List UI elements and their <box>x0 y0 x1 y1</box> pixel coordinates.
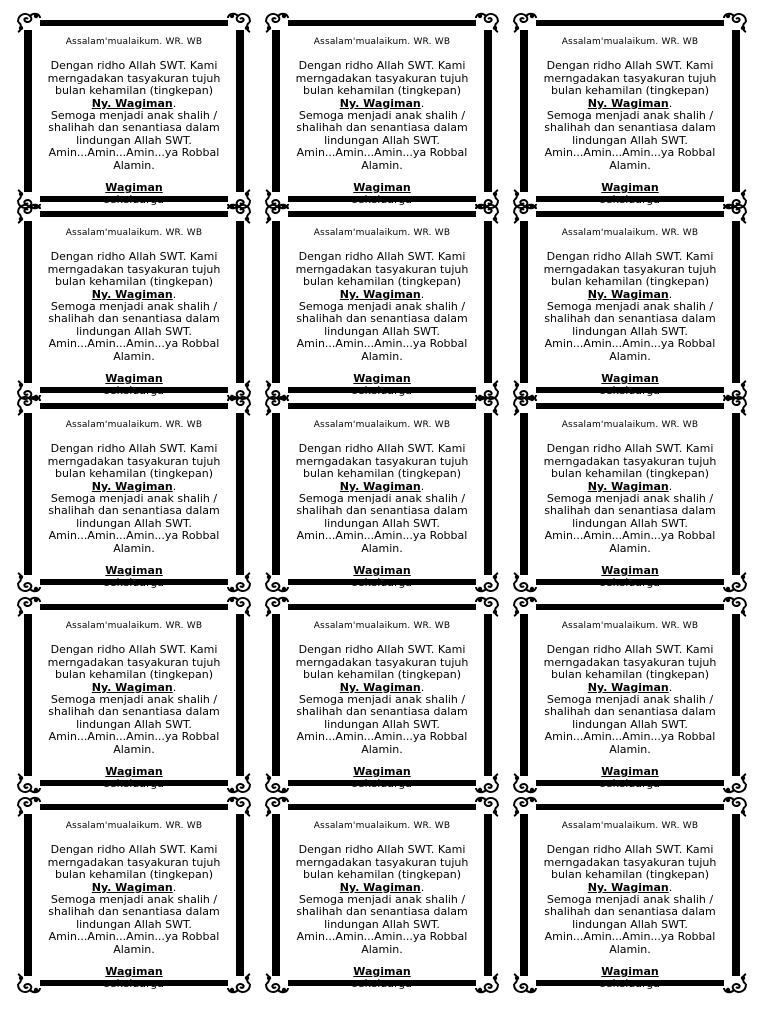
ornament-corner-icon <box>474 201 500 225</box>
frame-right-border <box>484 30 492 192</box>
ornament-corner-icon <box>512 201 538 225</box>
card-content <box>530 419 730 588</box>
invitation-card <box>520 598 740 790</box>
prayer-text: Semoga menjadi anak shalih / shalihah dan senantiasa dalam lindungan Allah SWT. Amin...Amin...Amin...ya Robbal Alamin. <box>544 492 716 555</box>
frame-right-border <box>732 413 740 575</box>
honoree-suffix: . <box>668 880 673 894</box>
invitation-card <box>24 205 244 397</box>
signature-name: Wagiman <box>105 564 163 578</box>
frame-left-border <box>272 221 280 383</box>
honoree-suffix: . <box>420 680 425 694</box>
prayer-text: Semoga menjadi anak shalih / shalihah dan senantiasa dalam lindungan Allah SWT. Amin...Amin...Amin...ya Robbal Alamin. <box>544 300 716 363</box>
greeting-text: Assalam'mualaikum. WR. WB <box>313 37 451 47</box>
card-content <box>34 227 234 396</box>
intro-text: Dengan ridho Allah SWT. Kami merngadakan tasyakuran tujuh bulan kehamilan (tingkepan) <box>47 250 221 289</box>
card-content <box>34 820 234 989</box>
frame-left-border <box>24 30 32 192</box>
family-text: sekeluarga <box>351 576 413 590</box>
frame-right-border <box>236 30 244 192</box>
ornament-corner-icon <box>16 794 42 818</box>
ornament-corner-icon <box>226 794 252 818</box>
prayer-text: Semoga menjadi anak shalih / shalihah dan senantiasa dalam lindungan Allah SWT. Amin...Amin...Amin...ya Robbal Alamin. <box>48 693 220 756</box>
frame-right-border <box>236 413 244 575</box>
prayer-text: Semoga menjadi anak shalih / shalihah dan senantiasa dalam lindungan Allah SWT. Amin...Amin...Amin...ya Robbal Alamin. <box>544 893 716 956</box>
intro-text: Dengan ridho Allah SWT. Kami merngadakan tasyakuran tujuh bulan kehamilan (tingkepan) <box>47 442 221 481</box>
honoree-suffix: . <box>172 680 177 694</box>
ornament-corner-icon <box>226 201 252 225</box>
greeting-text: Assalam'mualaikum. WR. WB <box>561 37 699 47</box>
ornament-corner-icon <box>226 594 252 618</box>
invitation-card <box>272 397 492 589</box>
frame-left-border <box>520 814 528 976</box>
honoree-suffix: . <box>172 479 177 493</box>
family-text: sekeluarga <box>103 193 165 207</box>
signature-name: Wagiman <box>105 765 163 779</box>
frame-left-border <box>272 30 280 192</box>
signature-name: Wagiman <box>353 372 411 386</box>
intro-text: Dengan ridho Allah SWT. Kami merngadakan tasyakuran tujuh bulan kehamilan (tingkepan) <box>543 250 717 289</box>
frame-left-border <box>24 614 32 776</box>
family-text: sekeluarga <box>103 384 165 398</box>
frame-left-border <box>520 413 528 575</box>
intro-text: Dengan ridho Allah SWT. Kami merngadakan tasyakuran tujuh bulan kehamilan (tingkepan) <box>47 59 221 98</box>
card-content <box>530 36 730 205</box>
honoree-suffix: . <box>420 96 425 110</box>
frame-right-border <box>484 814 492 976</box>
signature-name: Wagiman <box>353 765 411 779</box>
ornament-corner-icon <box>264 201 290 225</box>
intro-text: Dengan ridho Allah SWT. Kami merngadakan tasyakuran tujuh bulan kehamilan (tingkepan) <box>543 643 717 682</box>
ornament-corner-icon <box>474 794 500 818</box>
ornament-corner-icon <box>722 794 748 818</box>
frame-left-border <box>24 221 32 383</box>
ornament-corner-icon <box>264 393 290 417</box>
ornament-corner-icon <box>226 393 252 417</box>
greeting-text: Assalam'mualaikum. WR. WB <box>561 420 699 430</box>
frame-right-border <box>732 221 740 383</box>
intro-text: Dengan ridho Allah SWT. Kami merngadakan tasyakuran tujuh bulan kehamilan (tingkepan) <box>47 643 221 682</box>
frame-top-border <box>288 804 476 810</box>
prayer-text: Semoga menjadi anak shalih / shalihah dan senantiasa dalam lindungan Allah SWT. Amin...Amin...Amin...ya Robbal Alamin. <box>296 109 468 172</box>
honoree-name: Ny. Wagiman <box>339 96 421 110</box>
ornament-corner-icon <box>722 10 748 34</box>
honoree-name: Ny. Wagiman <box>91 96 173 110</box>
greeting-text: Assalam'mualaikum. WR. WB <box>561 228 699 238</box>
honoree-suffix: . <box>668 680 673 694</box>
family-text: sekeluarga <box>351 384 413 398</box>
prayer-text: Semoga menjadi anak shalih / shalihah dan senantiasa dalam lindungan Allah SWT. Amin...Amin...Amin...ya Robbal Alamin. <box>544 693 716 756</box>
honoree-suffix: . <box>668 96 673 110</box>
signature-name: Wagiman <box>601 564 659 578</box>
intro-text: Dengan ridho Allah SWT. Kami merngadakan tasyakuran tujuh bulan kehamilan (tingkepan) <box>543 442 717 481</box>
family-text: sekeluarga <box>599 576 661 590</box>
frame-top-border <box>40 20 228 26</box>
frame-right-border <box>484 413 492 575</box>
card-content <box>282 419 482 588</box>
signature-name: Wagiman <box>601 765 659 779</box>
frame-left-border <box>272 814 280 976</box>
greeting-text: Assalam'mualaikum. WR. WB <box>65 228 203 238</box>
honoree-suffix: . <box>420 880 425 894</box>
honoree-name: Ny. Wagiman <box>587 680 669 694</box>
intro-text: Dengan ridho Allah SWT. Kami merngadakan tasyakuran tujuh bulan kehamilan (tingkepan) <box>295 843 469 882</box>
honoree-suffix: . <box>172 880 177 894</box>
honoree-name: Ny. Wagiman <box>339 680 421 694</box>
ornament-corner-icon <box>226 10 252 34</box>
greeting-text: Assalam'mualaikum. WR. WB <box>313 420 451 430</box>
invitation-card <box>24 397 244 589</box>
greeting-text: Assalam'mualaikum. WR. WB <box>561 821 699 831</box>
greeting-text: Assalam'mualaikum. WR. WB <box>65 621 203 631</box>
frame-top-border <box>40 211 228 217</box>
prayer-text: Semoga menjadi anak shalih / shalihah dan senantiasa dalam lindungan Allah SWT. Amin...Amin...Amin...ya Robbal Alamin. <box>296 893 468 956</box>
frame-top-border <box>536 211 724 217</box>
prayer-text: Semoga menjadi anak shalih / shalihah dan senantiasa dalam lindungan Allah SWT. Amin...Amin...Amin...ya Robbal Alamin. <box>48 492 220 555</box>
ornament-corner-icon <box>264 10 290 34</box>
greeting-text: Assalam'mualaikum. WR. WB <box>561 621 699 631</box>
frame-top-border <box>288 211 476 217</box>
signature-name: Wagiman <box>105 965 163 979</box>
greeting-text: Assalam'mualaikum. WR. WB <box>313 228 451 238</box>
honoree-name: Ny. Wagiman <box>91 479 173 493</box>
frame-right-border <box>484 221 492 383</box>
invitation-card <box>24 798 244 990</box>
prayer-text: Semoga menjadi anak shalih / shalihah dan senantiasa dalam lindungan Allah SWT. Amin...Amin...Amin...ya Robbal Alamin. <box>296 300 468 363</box>
intro-text: Dengan ridho Allah SWT. Kami merngadakan tasyakuran tujuh bulan kehamilan (tingkepan) <box>47 843 221 882</box>
frame-right-border <box>732 30 740 192</box>
family-text: sekeluarga <box>599 193 661 207</box>
intro-text: Dengan ridho Allah SWT. Kami merngadakan tasyakuran tujuh bulan kehamilan (tingkepan) <box>295 59 469 98</box>
signature-name: Wagiman <box>353 965 411 979</box>
honoree-name: Ny. Wagiman <box>91 287 173 301</box>
ornament-corner-icon <box>512 594 538 618</box>
frame-right-border <box>732 814 740 976</box>
frame-top-border <box>536 20 724 26</box>
invitation-card <box>24 14 244 206</box>
intro-text: Dengan ridho Allah SWT. Kami merngadakan tasyakuran tujuh bulan kehamilan (tingkepan) <box>543 843 717 882</box>
greeting-text: Assalam'mualaikum. WR. WB <box>313 621 451 631</box>
honoree-name: Ny. Wagiman <box>587 287 669 301</box>
signature-name: Wagiman <box>601 965 659 979</box>
family-text: sekeluarga <box>599 384 661 398</box>
prayer-text: Semoga menjadi anak shalih / shalihah dan senantiasa dalam lindungan Allah SWT. Amin...Amin...Amin...ya Robbal Alamin. <box>296 693 468 756</box>
honoree-suffix: . <box>172 96 177 110</box>
family-text: sekeluarga <box>103 576 165 590</box>
card-content <box>34 36 234 205</box>
signature-name: Wagiman <box>105 181 163 195</box>
prayer-text: Semoga menjadi anak shalih / shalihah dan senantiasa dalam lindungan Allah SWT. Amin...Amin...Amin...ya Robbal Alamin. <box>48 893 220 956</box>
frame-top-border <box>536 604 724 610</box>
family-text: sekeluarga <box>351 777 413 791</box>
card-content <box>34 419 234 588</box>
signature-name: Wagiman <box>601 181 659 195</box>
greeting-text: Assalam'mualaikum. WR. WB <box>65 420 203 430</box>
intro-text: Dengan ridho Allah SWT. Kami merngadakan tasyakuran tujuh bulan kehamilan (tingkepan) <box>543 59 717 98</box>
card-content <box>282 227 482 396</box>
ornament-corner-icon <box>512 393 538 417</box>
greeting-text: Assalam'mualaikum. WR. WB <box>65 821 203 831</box>
ornament-corner-icon <box>16 594 42 618</box>
card-content <box>530 620 730 789</box>
honoree-suffix: . <box>420 287 425 301</box>
prayer-text: Semoga menjadi anak shalih / shalihah dan senantiasa dalam lindungan Allah SWT. Amin...Amin...Amin...ya Robbal Alamin. <box>296 492 468 555</box>
honoree-name: Ny. Wagiman <box>587 479 669 493</box>
frame-top-border <box>40 604 228 610</box>
frame-right-border <box>732 614 740 776</box>
prayer-text: Semoga menjadi anak shalih / shalihah dan senantiasa dalam lindungan Allah SWT. Amin...Amin...Amin...ya Robbal Alamin. <box>544 109 716 172</box>
ornament-corner-icon <box>512 10 538 34</box>
honoree-name: Ny. Wagiman <box>91 880 173 894</box>
frame-left-border <box>24 413 32 575</box>
ornament-corner-icon <box>722 594 748 618</box>
intro-text: Dengan ridho Allah SWT. Kami merngadakan tasyakuran tujuh bulan kehamilan (tingkepan) <box>295 643 469 682</box>
honoree-name: Ny. Wagiman <box>339 479 421 493</box>
ornament-corner-icon <box>16 10 42 34</box>
frame-top-border <box>40 403 228 409</box>
honoree-name: Ny. Wagiman <box>339 287 421 301</box>
signature-name: Wagiman <box>353 181 411 195</box>
honoree-name: Ny. Wagiman <box>587 880 669 894</box>
card-content <box>34 620 234 789</box>
honoree-suffix: . <box>420 479 425 493</box>
ornament-corner-icon <box>512 794 538 818</box>
invitation-card <box>272 798 492 990</box>
frame-top-border <box>40 804 228 810</box>
ornament-corner-icon <box>264 594 290 618</box>
family-text: sekeluarga <box>351 977 413 991</box>
ornament-corner-icon <box>722 393 748 417</box>
frame-top-border <box>288 20 476 26</box>
greeting-text: Assalam'mualaikum. WR. WB <box>313 821 451 831</box>
frame-top-border <box>536 804 724 810</box>
signature-name: Wagiman <box>601 372 659 386</box>
family-text: sekeluarga <box>103 777 165 791</box>
frame-left-border <box>520 614 528 776</box>
family-text: sekeluarga <box>103 977 165 991</box>
honoree-name: Ny. Wagiman <box>91 680 173 694</box>
invitation-card <box>520 14 740 206</box>
card-content <box>282 36 482 205</box>
invitation-card <box>520 798 740 990</box>
frame-left-border <box>272 413 280 575</box>
ornament-corner-icon <box>16 393 42 417</box>
card-content <box>282 820 482 989</box>
invitation-card <box>520 397 740 589</box>
invitation-card <box>24 598 244 790</box>
honoree-name: Ny. Wagiman <box>587 96 669 110</box>
frame-top-border <box>288 403 476 409</box>
ornament-corner-icon <box>16 201 42 225</box>
invitation-card <box>272 598 492 790</box>
ornament-corner-icon <box>474 393 500 417</box>
prayer-text: Semoga menjadi anak shalih / shalihah dan senantiasa dalam lindungan Allah SWT. Amin...Amin...Amin...ya Robbal Alamin. <box>48 300 220 363</box>
card-content <box>530 820 730 989</box>
honoree-name: Ny. Wagiman <box>339 880 421 894</box>
ornament-corner-icon <box>474 594 500 618</box>
card-content <box>282 620 482 789</box>
ornament-corner-icon <box>264 794 290 818</box>
honoree-suffix: . <box>172 287 177 301</box>
frame-right-border <box>484 614 492 776</box>
frame-right-border <box>236 614 244 776</box>
frame-left-border <box>24 814 32 976</box>
family-text: sekeluarga <box>599 977 661 991</box>
intro-text: Dengan ridho Allah SWT. Kami merngadakan tasyakuran tujuh bulan kehamilan (tingkepan) <box>295 442 469 481</box>
frame-top-border <box>536 403 724 409</box>
signature-name: Wagiman <box>105 372 163 386</box>
frame-left-border <box>272 614 280 776</box>
invitation-card <box>520 205 740 397</box>
frame-top-border <box>288 604 476 610</box>
frame-right-border <box>236 221 244 383</box>
greeting-text: Assalam'mualaikum. WR. WB <box>65 37 203 47</box>
ornament-corner-icon <box>722 201 748 225</box>
invitation-card <box>272 14 492 206</box>
frame-left-border <box>520 30 528 192</box>
signature-name: Wagiman <box>353 564 411 578</box>
family-text: sekeluarga <box>599 777 661 791</box>
honoree-suffix: . <box>668 287 673 301</box>
intro-text: Dengan ridho Allah SWT. Kami merngadakan tasyakuran tujuh bulan kehamilan (tingkepan) <box>295 250 469 289</box>
prayer-text: Semoga menjadi anak shalih / shalihah dan senantiasa dalam lindungan Allah SWT. Amin...Amin...Amin...ya Robbal Alamin. <box>48 109 220 172</box>
family-text: sekeluarga <box>351 193 413 207</box>
honoree-suffix: . <box>668 479 673 493</box>
frame-left-border <box>520 221 528 383</box>
card-content <box>530 227 730 396</box>
ornament-corner-icon <box>474 10 500 34</box>
invitation-card <box>272 205 492 397</box>
frame-right-border <box>236 814 244 976</box>
